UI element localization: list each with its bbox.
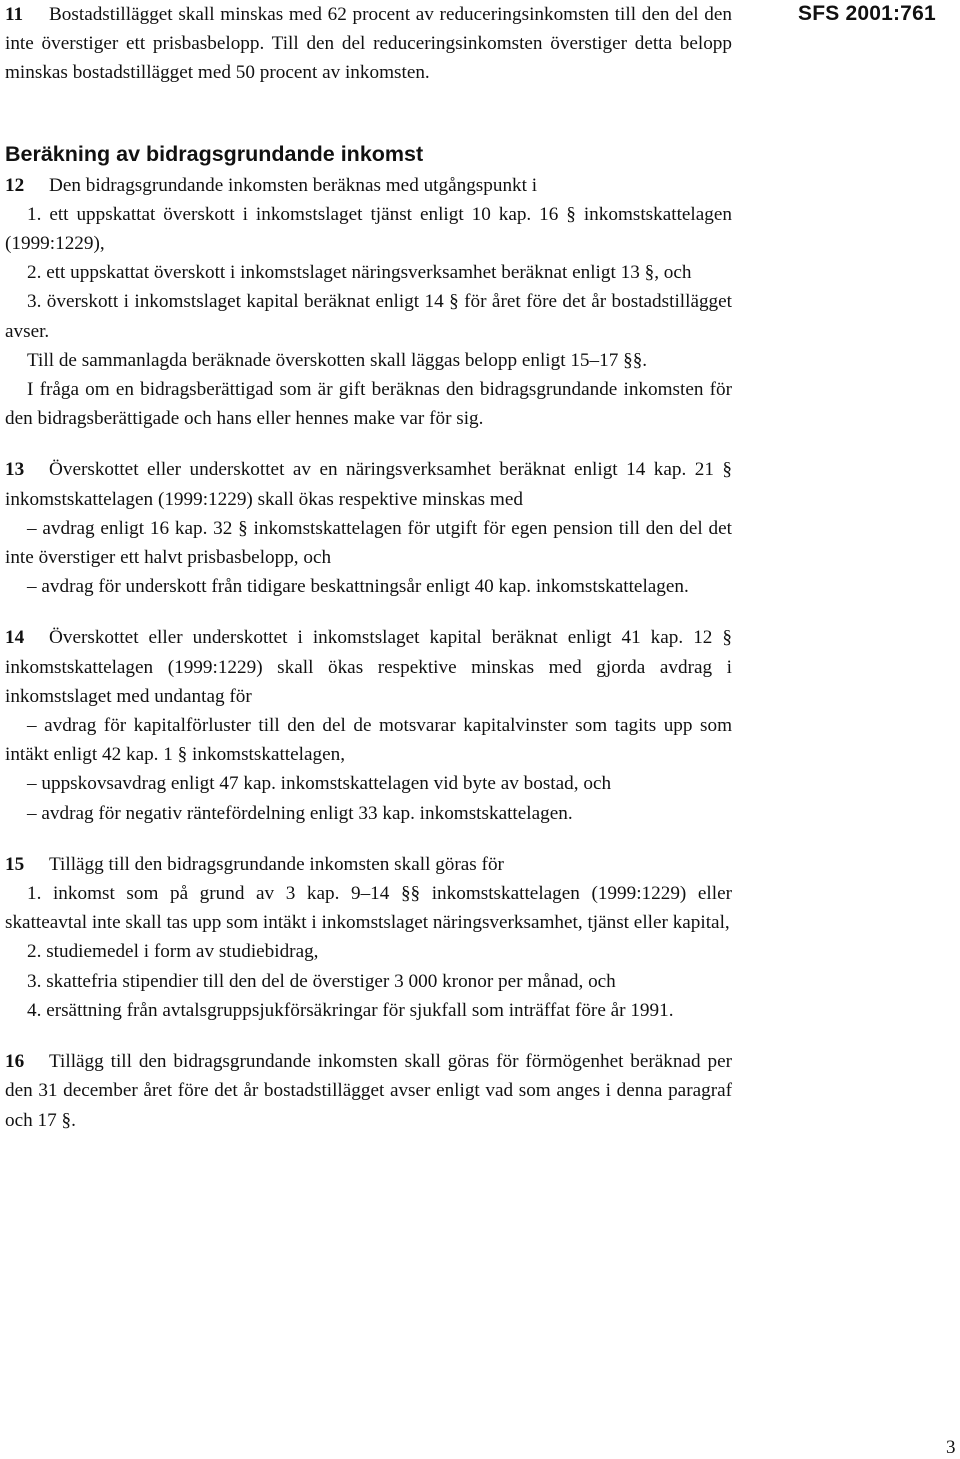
section-heading: Beräkning av bidragsgrundande inkomst (5, 141, 424, 166)
paragraph-14-intro (5, 623, 732, 711)
list-item: 3. skattefria stipendier till den del de överstiger 3 000 kronor per månad, och (27, 970, 616, 992)
paragraph-text: I fråga om en bidragsberättigad som är gift beräknas den bidragsgrundande inkomsten för den bidragsberättigade och hans eller hennes make var för sig. (5, 379, 732, 430)
list-item: 1. ett uppskattat överskott i inkomstslaget tjänst enligt 10 kap. 16 § inkomstskattelagen (1999:1229), (5, 203, 732, 255)
list-item: – avdrag för negativ räntefördelning enligt 33 kap. inkomstskattelagen. (27, 802, 573, 824)
paragraph-number: 11 (5, 4, 24, 25)
paragraph-text: Överskottet eller underskottet av en näringsverksamhet beräknat enligt 14 kap. 21 § inkomstskattelagen (1999:1229) skall ökas respektive minskas med (5, 459, 732, 510)
list-item: – avdrag för kapitalförluster till den del de motsvarar kapitalvinster som tagits upp som intäkt enligt 42 kap. 1 § inkomstskattelagen, (5, 715, 732, 766)
list-item: 2. studiemedel i form av studiebidrag, (27, 941, 319, 963)
paragraph-text: Till de sammanlagda beräknade överskotten skall läggas belopp enligt 15–17 §§. (27, 349, 648, 371)
paragraph-number: 13 (5, 459, 25, 481)
paragraph-15-intro (5, 850, 732, 879)
page-number: 3 (946, 1437, 956, 1458)
document-body (5, 0, 732, 1135)
paragraph-16 (5, 1047, 732, 1135)
list-item: 2. ett uppskattat överskott i inkomstslaget näringsverksamhet beräknat enligt 13 §, och (27, 262, 692, 284)
paragraph-text: Tillägg till den bidragsgrundande inkomsten skall göras för förmögenhet beräknad per den 31 december året före det år bostadstillägget avser enligt vad som anges i denna paragraf och 17 §. (5, 1051, 732, 1131)
list-item: – avdrag för underskott från tidigare beskattningsår enligt 40 kap. inkomstskattelagen. (27, 576, 689, 598)
paragraph-text: Bostadstillägget skall minskas med 62 procent av reduceringsinkomsten till den del den inte överstiger ett prisbasbelopp. Till den del reduceringsinkomsten överstiger detta belopp minskas bostadstillägget med 50 procent av inkomsten. (5, 4, 732, 84)
paragraph-text: Tillägg till den bidragsgrundande inkomsten skall göras för (49, 853, 504, 875)
list-item: – avdrag enligt 16 kap. 32 § inkomstskattelagen för utgift för egen pension till den del det inte överstiger ett halvt prisbasbelopp, och (5, 517, 732, 569)
paragraph-number: 16 (5, 1051, 25, 1073)
paragraph-11 (5, 0, 732, 88)
paragraph-13-intro (5, 455, 732, 513)
list-item: – uppskovsavdrag enligt 47 kap. inkomstskattelagen vid byte av bostad, och (27, 773, 612, 795)
list-item: 3. överskott i inkomstslaget kapital beräknat enligt 14 § för året före det år bostadstillägget avser. (5, 291, 732, 342)
paragraph-text: Överskottet eller underskottet i inkomstslaget kapital beräknat enligt 41 kap. 12 § inkomstskattelagen (1999:1229) skall ökas respektive minskas med gjorda avdrag i inkomstslaget med undantag för (5, 627, 732, 707)
paragraph-number: 15 (5, 853, 25, 875)
paragraph-number: 12 (5, 174, 25, 196)
paragraph-number: 14 (5, 627, 25, 649)
document-reference: SFS 2001:761 (798, 2, 936, 25)
list-item: 4. ersättning från avtalsgruppsjukförsäkringar för sjukfall som inträffat före år 1991. (27, 999, 674, 1021)
paragraph-12-intro (5, 171, 732, 200)
list-item: 1. inkomst som på grund av 3 kap. 9–14 §§ inkomstskattelagen (1999:1229) eller skatteavtal inte skall tas upp som intäkt i inkomstslaget näringsverksamhet, tjänst eller kapital, (5, 883, 732, 934)
paragraph-text: Den bidragsgrundande inkomsten beräknas med utgångspunkt i (49, 174, 538, 196)
